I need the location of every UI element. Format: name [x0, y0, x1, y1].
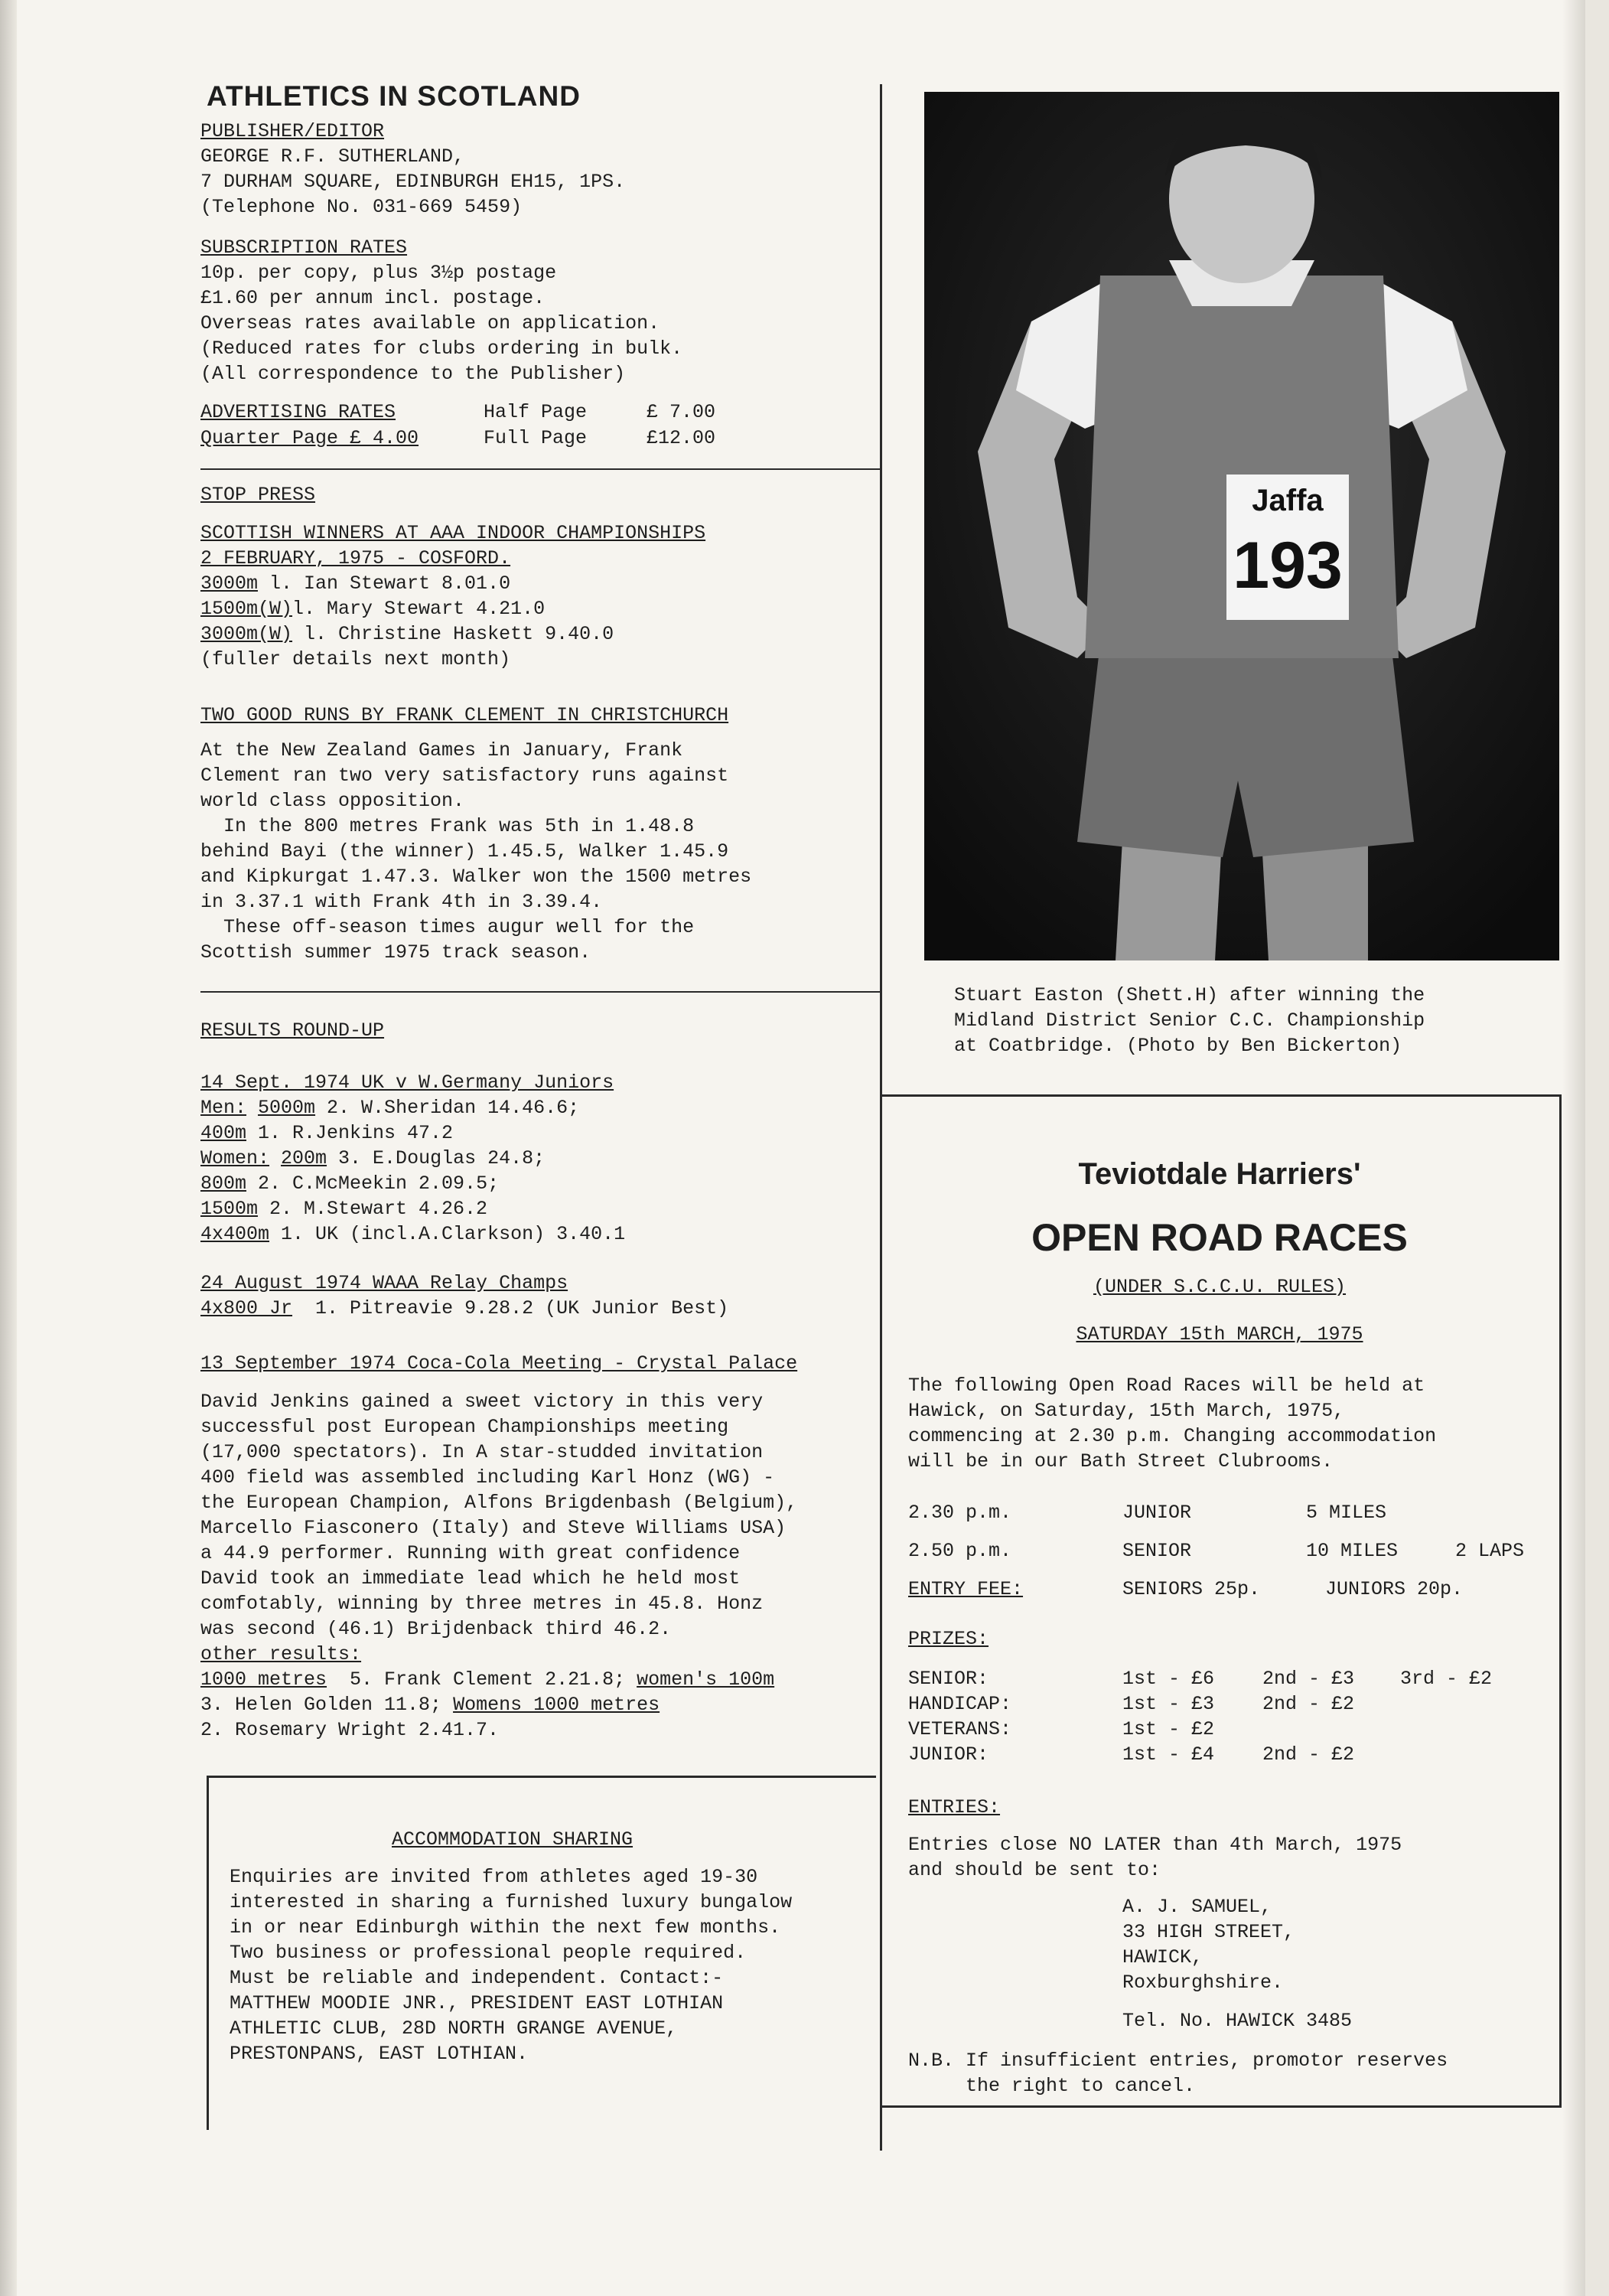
- divider-masthead: [200, 468, 880, 470]
- entry-fee-label: ENTRY FEE:: [908, 1578, 1024, 1600]
- advert-intro-line: Hawick, on Saturday, 15th March, 1975,: [908, 1400, 1345, 1422]
- telephone: Tel. No. HAWICK 3485: [1122, 2010, 1353, 2032]
- meet-heading: 14 Sept. 1974 UK v W.Germany Juniors: [200, 1071, 614, 1094]
- accommodation-line: interested in sharing a furnished luxury bungalow: [230, 1891, 793, 1913]
- meet-report-line: David Jenkins gained a sweet victory in this very: [200, 1391, 764, 1413]
- stop-press-subheading: 2 FEBRUARY, 1975 - COSFORD.: [200, 547, 511, 569]
- result-text: 2. W.Sheridan 14.46.6;: [315, 1097, 580, 1119]
- event-label: 3000m: [200, 572, 259, 595]
- stop-press-result: [200, 621, 614, 647]
- result-event: 4x400m: [200, 1223, 270, 1245]
- race-category: SENIOR: [1122, 1540, 1192, 1562]
- other-result-line: 2. Rosemary Wright 2.41.7.: [200, 1719, 500, 1741]
- race-category: JUNIOR: [1122, 1502, 1192, 1524]
- address-line: HAWICK,: [1122, 1946, 1203, 1968]
- event-label: 1500m(W): [200, 598, 293, 620]
- other-result-line: [200, 1667, 774, 1692]
- accommodation-line: Two business or professional people required.: [230, 1942, 747, 1964]
- result-event: 400m: [200, 1122, 247, 1144]
- subscription-line: £1.60 per annum incl. postage.: [200, 287, 546, 309]
- result-event: Womens 1000 metres: [453, 1694, 660, 1716]
- publisher-line: GEORGE R.F. SUTHERLAND,: [200, 145, 465, 168]
- meet-report-line: (17,000 spectators). In A star-studded invitation: [200, 1441, 764, 1463]
- clement-line: At the New Zealand Games in January, Frank: [200, 739, 683, 762]
- meet-report-line: was second (46.1) Brijdenback third 46.2.: [200, 1618, 672, 1640]
- athlete-silhouette: [924, 92, 1559, 960]
- stop-press-subheading: SCOTTISH WINNERS AT AAA INDOOR CHAMPIONSHIPS: [200, 522, 706, 544]
- result-text: 1. Pitreavie 9.28.2 (UK Junior Best): [292, 1297, 729, 1319]
- half-page-label: Half Page: [484, 401, 588, 423]
- race-distance: 10 MILES: [1306, 1540, 1399, 1562]
- meet-heading: 13 September 1974 Coca-Cola Meeting - Crystal Palace: [200, 1352, 798, 1375]
- advert-title: OPEN ROAD RACES: [1031, 1216, 1408, 1259]
- result-text: 1. UK (incl.A.Clarkson) 3.40.1: [269, 1223, 626, 1245]
- page-binding-edge: [0, 0, 17, 2296]
- meet-result-line: [200, 1296, 728, 1321]
- race-time: 2.50 p.m.: [908, 1540, 1012, 1562]
- address-line: Roxburghshire.: [1122, 1971, 1284, 1994]
- clement-line: In the 800 metres Frank was 5th in 1.48.8: [200, 815, 695, 837]
- page-edge-shadow: [1562, 0, 1585, 2296]
- athlete-photo: [924, 92, 1559, 960]
- entries-label: ENTRIES:: [908, 1796, 1001, 1818]
- accommodation-line: MATTHEW MOODIE JNR., PRESIDENT EAST LOTHIAN: [230, 1992, 724, 2014]
- prize-category: SENIOR:: [908, 1668, 989, 1690]
- prize-third: 3rd - £2: [1400, 1668, 1493, 1690]
- meet-result-line: [200, 1120, 453, 1146]
- result-event: women's 100m: [637, 1668, 775, 1691]
- photo-caption-line: Midland District Senior C.C. Championship: [954, 1009, 1425, 1032]
- result-event: 1000 metres: [200, 1668, 327, 1691]
- meet-heading: 24 August 1974 WAAA Relay Champs: [200, 1272, 568, 1294]
- advert-note: the right to cancel.: [908, 2075, 1196, 2097]
- prize-second: 2nd - £3: [1262, 1668, 1355, 1690]
- race-extra: 2 LAPS: [1455, 1540, 1525, 1562]
- meet-result-line: [200, 1146, 545, 1171]
- results-heading: RESULTS ROUND-UP: [200, 1019, 385, 1042]
- address-line: A. J. SAMUEL,: [1122, 1896, 1272, 1918]
- result-text: 1. R.Jenkins 47.2: [246, 1122, 454, 1144]
- subscription-heading: SUBSCRIPTION RATES: [200, 236, 408, 259]
- result-text: 2. M.Stewart 4.26.2: [258, 1198, 488, 1220]
- clement-line: Scottish summer 1975 track season.: [200, 941, 591, 964]
- clement-line: Clement ran two very satisfactory runs against: [200, 765, 729, 787]
- stop-press-heading: STOP PRESS: [200, 484, 316, 506]
- prize-first: 1st - £3: [1122, 1693, 1215, 1715]
- result-event: 1500m: [200, 1198, 259, 1220]
- divider-stop-press: [200, 991, 880, 993]
- stop-press-note: (fuller details next month): [200, 648, 511, 670]
- publisher-heading: PUBLISHER/EDITOR: [200, 120, 385, 142]
- accommodation-line: Must be reliable and independent. Contact:-: [230, 1967, 724, 1989]
- advert-club-name: Teviotdale Harriers': [1078, 1157, 1361, 1191]
- meet-report-line: successful post European Championships meeting: [200, 1416, 729, 1438]
- publisher-line: (Telephone No. 031-669 5459): [200, 196, 523, 218]
- prize-category: VETERANS:: [908, 1718, 1012, 1740]
- other-result-line: [200, 1692, 660, 1717]
- prizes-label: PRIZES:: [908, 1628, 989, 1650]
- meet-report-line: the European Champion, Alfons Brigdenbash (Belgium),: [200, 1492, 798, 1514]
- accommodation-line: PRESTONPANS, EAST LOTHIAN.: [230, 2043, 529, 2065]
- result-text: 5. Frank Clement 2.21.8;: [327, 1668, 637, 1691]
- prize-first: 1st - £4: [1122, 1743, 1215, 1766]
- clement-heading: TWO GOOD RUNS BY FRANK CLEMENT IN CHRISTCHURCH: [200, 704, 729, 726]
- result-event: 5000m: [258, 1097, 316, 1119]
- meet-report-line: a 44.9 performer. Running with great confidence: [200, 1542, 741, 1564]
- other-results-label: other results:: [200, 1643, 362, 1665]
- advert-intro-line: will be in our Bath Street Clubrooms.: [908, 1450, 1334, 1473]
- accommodation-heading: ACCOMMODATION SHARING: [392, 1828, 634, 1851]
- advert-intro-line: commencing at 2.30 p.m. Changing accommodation: [908, 1425, 1437, 1447]
- clement-line: world class opposition.: [200, 790, 465, 812]
- publisher-line: 7 DURHAM SQUARE, EDINBURGH EH15, 1PS.: [200, 171, 626, 193]
- meet-report-line: David took an immediate lead which he held most: [200, 1567, 741, 1590]
- address-line: 33 HIGH STREET,: [1122, 1921, 1295, 1943]
- result-text: 2. C.McMeekin 2.09.5;: [246, 1172, 500, 1195]
- bib-sponsor: Jaffa: [1252, 484, 1324, 517]
- full-page-label: Full Page: [484, 427, 588, 449]
- result-label: Men:: [200, 1097, 247, 1119]
- race-distance: 5 MILES: [1306, 1502, 1387, 1524]
- subscription-line: Overseas rates available on application.: [200, 312, 660, 334]
- event-label: 3000m(W): [200, 623, 293, 645]
- advert-date: SATURDAY 15th MARCH, 1975: [1076, 1323, 1363, 1345]
- meet-report-line: comfotably, winning by three metres in 45.8. Honz: [200, 1593, 764, 1615]
- entry-fee-senior: SENIORS 25p.: [1122, 1578, 1261, 1600]
- half-page-price: £ 7.00: [647, 401, 716, 423]
- bib-number: 193: [1233, 529, 1343, 602]
- quarter-page-rate: Quarter Page £ 4.00: [200, 427, 419, 449]
- photo-caption-line: at Coatbridge. (Photo by Ben Bickerton): [954, 1035, 1402, 1057]
- entries-line: and should be sent to:: [908, 1859, 1161, 1881]
- magazine-page: [17, 0, 1585, 2296]
- meet-report-line: Marcello Fiasconero (Italy) and Steve Williams USA): [200, 1517, 787, 1539]
- stop-press-result: [200, 596, 545, 621]
- result-spacer: [269, 1147, 281, 1169]
- result-spacer: [246, 1097, 258, 1119]
- entry-fee-junior: JUNIORS 20p.: [1325, 1578, 1464, 1600]
- prize-second: 2nd - £2: [1262, 1693, 1355, 1715]
- masthead-title: ATHLETICS IN SCOTLAND: [207, 80, 581, 112]
- result-text: l. Ian Stewart 8.01.0: [258, 572, 511, 595]
- meet-result-line: [200, 1171, 499, 1196]
- prize-first: 1st - £6: [1122, 1668, 1215, 1690]
- entries-line: Entries close NO LATER than 4th March, 1975: [908, 1834, 1402, 1856]
- result-label: Women:: [200, 1147, 270, 1169]
- meet-report-line: 400 field was assembled including Karl Honz (WG) -: [200, 1466, 775, 1489]
- advert-rules: (UNDER S.C.C.U. RULES): [1093, 1276, 1347, 1298]
- race-time: 2.30 p.m.: [908, 1502, 1012, 1524]
- result-event: 800m: [200, 1172, 247, 1195]
- accommodation-line: in or near Edinburgh within the next few months.: [230, 1916, 781, 1939]
- prize-category: HANDICAP:: [908, 1693, 1012, 1715]
- accommodation-line: Enquiries are invited from athletes aged 19-30: [230, 1866, 758, 1888]
- result-text: 3. Helen Golden 11.8;: [200, 1694, 454, 1716]
- clement-line: These off-season times augur well for the: [200, 916, 695, 938]
- prize-second: 2nd - £2: [1262, 1743, 1355, 1766]
- advert-intro-line: The following Open Road Races will be held at: [908, 1375, 1425, 1397]
- stop-press-result: [200, 571, 510, 596]
- result-event: 4x800 Jr: [200, 1297, 293, 1319]
- meet-result-line: [200, 1196, 487, 1221]
- clement-line: behind Bayi (the winner) 1.45.5, Walker 1.45.9: [200, 840, 729, 863]
- result-text: l. Christine Haskett 9.40.0: [292, 623, 614, 645]
- advertising-heading: ADVERTISING RATES: [200, 401, 396, 423]
- advert-note: N.B. If insufficient entries, promotor reserves: [908, 2050, 1448, 2072]
- clement-line: and Kipkurgat 1.47.3. Walker won the 1500 metres: [200, 866, 752, 888]
- subscription-line: (Reduced rates for clubs ordering in bulk.: [200, 338, 683, 360]
- subscription-line: 10p. per copy, plus 3½p postage: [200, 262, 557, 284]
- accommodation-line: ATHLETIC CLUB, 28D NORTH GRANGE AVENUE,: [230, 2017, 678, 2040]
- prize-first: 1st - £2: [1122, 1718, 1215, 1740]
- full-page-price: £12.00: [647, 427, 716, 449]
- clement-line: in 3.37.1 with Frank 4th in 3.39.4.: [200, 891, 603, 913]
- photo-caption-line: Stuart Easton (Shett.H) after winning the: [954, 984, 1425, 1006]
- result-event: 200m: [281, 1147, 327, 1169]
- subscription-line: (All correspondence to the Publisher): [200, 363, 626, 385]
- result-text: 3. E.Douglas 24.8;: [327, 1147, 546, 1169]
- meet-result-line: [200, 1221, 625, 1247]
- result-text: l. Mary Stewart 4.21.0: [292, 598, 546, 620]
- meet-result-line: [200, 1095, 579, 1120]
- prize-category: JUNIOR:: [908, 1743, 989, 1766]
